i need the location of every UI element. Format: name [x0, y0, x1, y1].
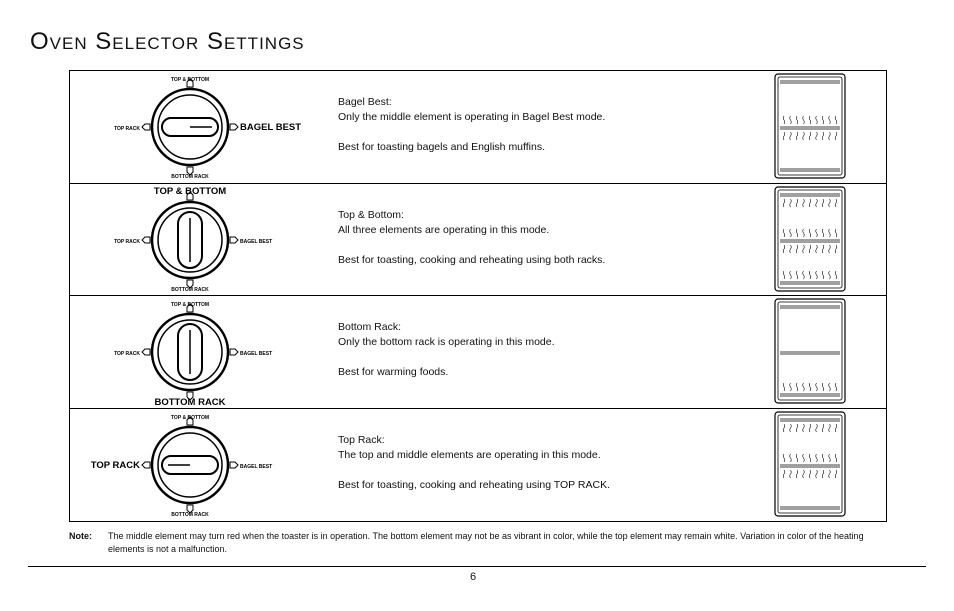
dial-label-bottom: BOTTOM RACK	[154, 397, 226, 408]
footer-divider	[28, 566, 926, 567]
dial-label-right: BAGEL BEST	[240, 122, 302, 133]
dial-label-bottom: BOTTOM RACK	[171, 512, 209, 518]
mode-detail: Only the bottom rack is operating in this mode.	[338, 336, 555, 348]
oven-element-diagram	[774, 186, 846, 292]
mode-description	[338, 208, 758, 268]
dial-label-left: TOP RACK	[114, 239, 140, 245]
note-label: Note:	[69, 531, 92, 541]
note-text: The middle element may turn red when the toaster is in operation. The bottom element may not be as vibrant in color, while the top element may remain white. Variation in color of the heating elements is not a malfunction.	[108, 531, 864, 554]
mode-row-bottom-rack	[70, 296, 886, 409]
marker-left	[142, 237, 150, 243]
marker-right	[230, 124, 238, 130]
mode-description	[338, 320, 758, 380]
mode-description	[338, 433, 758, 493]
mode-usage: Best for toasting bagels and English muffins.	[338, 141, 546, 153]
mode-row-top-bottom	[70, 184, 886, 296]
dial-label-left: TOP RACK	[114, 351, 140, 357]
mode-usage: Best for toasting, cooking and reheating using both racks.	[338, 254, 606, 266]
mode-heading: Top Rack:	[338, 434, 385, 446]
marker-right	[230, 462, 238, 468]
dial-label-bottom: BOTTOM RACK	[171, 287, 209, 293]
mode-heading: Top & Bottom:	[338, 209, 404, 221]
marker-left	[142, 462, 150, 468]
mode-usage: Best for warming foods.	[338, 366, 449, 378]
marker-left	[142, 349, 150, 355]
mode-description	[338, 95, 758, 155]
dial-label-right: BAGEL BEST	[240, 464, 273, 470]
selector-dial	[110, 71, 310, 183]
oven-settings-table	[69, 70, 887, 522]
selector-dial	[110, 184, 310, 296]
mode-usage: Best for toasting, cooking and reheating using TOP RACK.	[338, 479, 610, 491]
mode-detail: All three elements are operating in this mode.	[338, 224, 550, 236]
mode-heading: Bottom Rack:	[338, 321, 402, 333]
marker-right	[230, 349, 238, 355]
oven-element-diagram	[774, 411, 846, 517]
mode-row-top-rack	[70, 409, 886, 521]
dial-label-bottom: BOTTOM RACK	[171, 174, 209, 180]
page-title: Oven Selector Settings	[30, 28, 305, 55]
mode-detail: Only the middle element is operating in Bagel Best mode.	[338, 111, 606, 123]
mode-detail: The top and middle elements are operating in this mode.	[338, 449, 601, 461]
oven-element-diagram	[774, 298, 846, 404]
marker-right	[230, 237, 238, 243]
oven-frame	[775, 74, 845, 178]
dial-label-top: TOP & BOTTOM	[153, 186, 227, 197]
dial-label-left: TOP RACK	[90, 460, 140, 471]
dial-label-right: BAGEL BEST	[240, 351, 273, 357]
oven-element-diagram	[774, 73, 846, 179]
dial-label-top: TOP & BOTTOM	[170, 415, 210, 421]
mode-row-bagel-best	[70, 71, 886, 184]
marker-left	[142, 124, 150, 130]
mode-heading: Bagel Best:	[338, 96, 392, 108]
dial-label-top: TOP & BOTTOM	[170, 302, 210, 308]
dial-label-left: TOP RACK	[114, 126, 140, 132]
dial-label-right: BAGEL BEST	[240, 239, 273, 245]
dial-label-top: TOP & BOTTOM	[170, 77, 210, 83]
page-number: 6	[470, 571, 477, 583]
selector-dial	[110, 296, 310, 408]
selector-dial	[90, 409, 310, 521]
